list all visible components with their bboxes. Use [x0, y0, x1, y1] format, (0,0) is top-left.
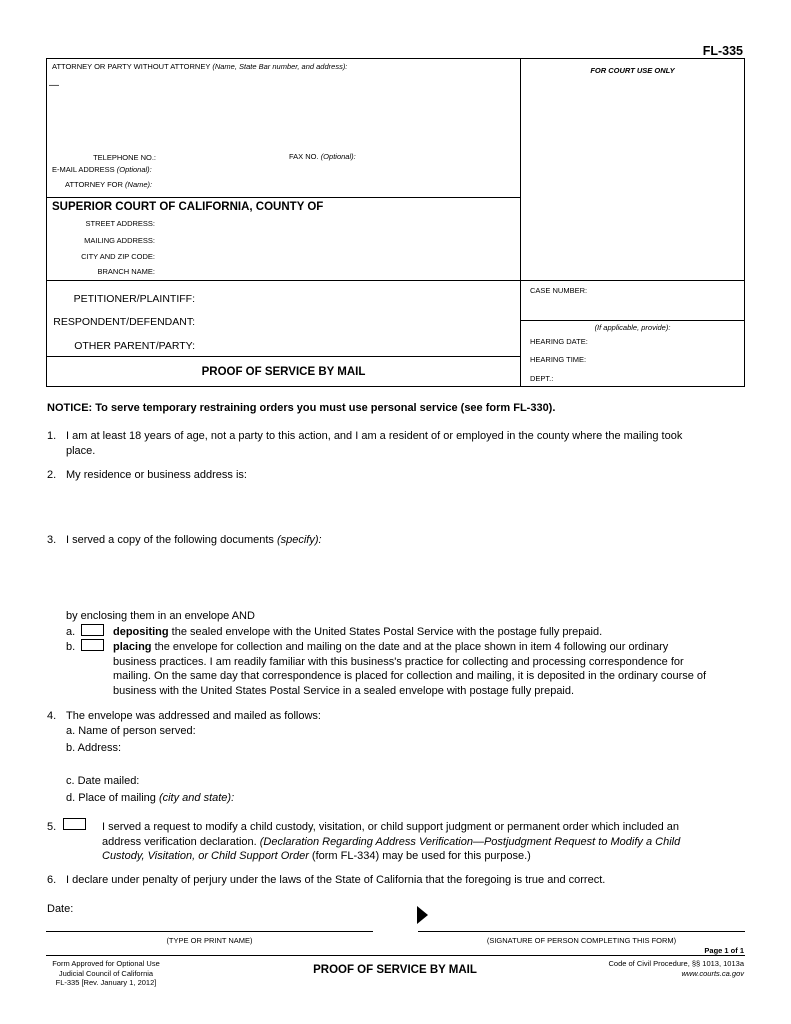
if-applicable-note: (If applicable, provide):: [594, 323, 671, 332]
signature-arrow-icon: [417, 906, 429, 924]
option-a-text: depositing the sealed envelope with the United States Postal Service with the postage fully prepaid.: [113, 626, 603, 638]
item3-text: I served a copy of the following documents (specify):: [66, 534, 322, 546]
item4d-text: d. Place of mailing (city and state):: [66, 792, 235, 804]
other-parent-label: OTHER PARENT/PARTY:: [74, 340, 195, 352]
branch-name-label: BRANCH NAME:: [97, 267, 155, 276]
item4b-text: b. Address:: [66, 742, 122, 754]
notice: NOTICE: To serve temporary restraining orders you must use personal service (see form FL-330).: [47, 402, 556, 414]
form-number: FL-335: [702, 44, 743, 58]
footer-title: PROOF OF SERVICE BY MAIL: [313, 964, 477, 976]
item6-number: 6.: [47, 874, 57, 886]
item2-number: 2.: [47, 469, 57, 481]
case-number-label: CASE NUMBER:: [530, 286, 588, 295]
page-number: Page 1 of 1: [704, 946, 744, 955]
depositing-checkbox[interactable]: [81, 624, 104, 636]
hearing-date-label: HEARING DATE:: [530, 337, 588, 346]
footer-divider: [46, 955, 745, 956]
item4c-text: c. Date mailed:: [66, 775, 140, 787]
item4-text: The envelope was addressed and mailed as follows:: [66, 710, 321, 722]
item5-checkbox[interactable]: [63, 818, 86, 830]
item1-text: I am at least 18 years of age, not a party to this action, and I am a resident of or employed in the county where the mailing took place.: [66, 430, 683, 457]
item4-number: 4.: [47, 710, 57, 722]
fax-label: FAX NO. (Optional):: [289, 152, 356, 161]
item3-number: 3.: [47, 534, 57, 546]
attorney-dash: —: [49, 80, 59, 91]
item4a-text: a. Name of person served:: [66, 725, 196, 737]
telephone-label: TELEPHONE NO.:: [93, 153, 156, 162]
attorney-label: ATTORNEY OR PARTY WITHOUT ATTORNEY (Name, State Bar number, and address):: [52, 62, 348, 71]
signature-line: [418, 931, 745, 932]
option-a-label: a.: [66, 626, 76, 638]
item1-number: 1.: [47, 430, 57, 442]
court-title: SUPERIOR COURT OF CALIFORNIA, COUNTY OF: [52, 201, 324, 213]
city-zip-label: CITY AND ZIP CODE:: [81, 252, 155, 261]
approval-block: Form Approved for Optional Use Judicial Council of California FL-335 [Rev. January 1, 2012]: [52, 959, 160, 987]
courts-url[interactable]: www.courts.ca.gov: [681, 968, 744, 978]
code-block: Code of Civil Procedure, §§ 1013, 1013a www.courts.ca.gov: [608, 959, 744, 978]
signature-caption: (SIGNATURE OF PERSON COMPLETING THIS FORM): [486, 936, 677, 945]
name-line: [46, 931, 373, 932]
type-name-caption: (TYPE OR PRINT NAME): [166, 936, 253, 945]
court-use-label: FOR COURT USE ONLY: [590, 66, 675, 75]
item5-text: I served a request to modify a child custody, visitation, or child support judgment or permanent order which included an address verification declaration. (Declaration Regarding Address Verification—Postjudgment Request to Modify a Child Custody, Visitation, or Child Support Order (form FL-334) may be used for this purpose.): [102, 821, 681, 862]
dept-label: DEPT.:: [530, 374, 554, 383]
mailing-address-label: MAILING ADDRESS:: [84, 236, 155, 245]
caption-title: PROOF OF SERVICE BY MAIL: [201, 366, 366, 378]
street-address-label: STREET ADDRESS:: [85, 219, 155, 228]
option-b-label: b.: [66, 641, 76, 653]
date-label: Date:: [47, 903, 74, 915]
petitioner-label: PETITIONER/PLAINTIFF:: [73, 293, 195, 305]
hearing-time-label: HEARING TIME:: [530, 355, 587, 364]
option-b-text: placing the envelope for collection and mailing on the date and at the place shown in item 4 following our ordinary business practices. I am readily familiar with this business's practice for collecting and processing correspondence for mailing. On the same day that correspondence is placed for collection and mailing, it is deposited in the ordinary course of business with the United States Postal Service in a sealed envelope with postage fully prepaid.: [113, 641, 707, 697]
respondent-label: RESPONDENT/DEFENDANT:: [53, 316, 195, 328]
attorney-for-label: ATTORNEY FOR (Name):: [65, 180, 153, 189]
email-label: E-MAIL ADDRESS (Optional):: [52, 165, 152, 174]
item6-text: I declare under penalty of perjury under the laws of the State of California that the foregoing is true and correct.: [66, 874, 606, 886]
item5-number: 5.: [47, 821, 57, 833]
enclosing-text: by enclosing them in an envelope AND: [66, 610, 255, 622]
placing-checkbox[interactable]: [81, 639, 104, 651]
item2-text: My residence or business address is:: [66, 469, 247, 481]
